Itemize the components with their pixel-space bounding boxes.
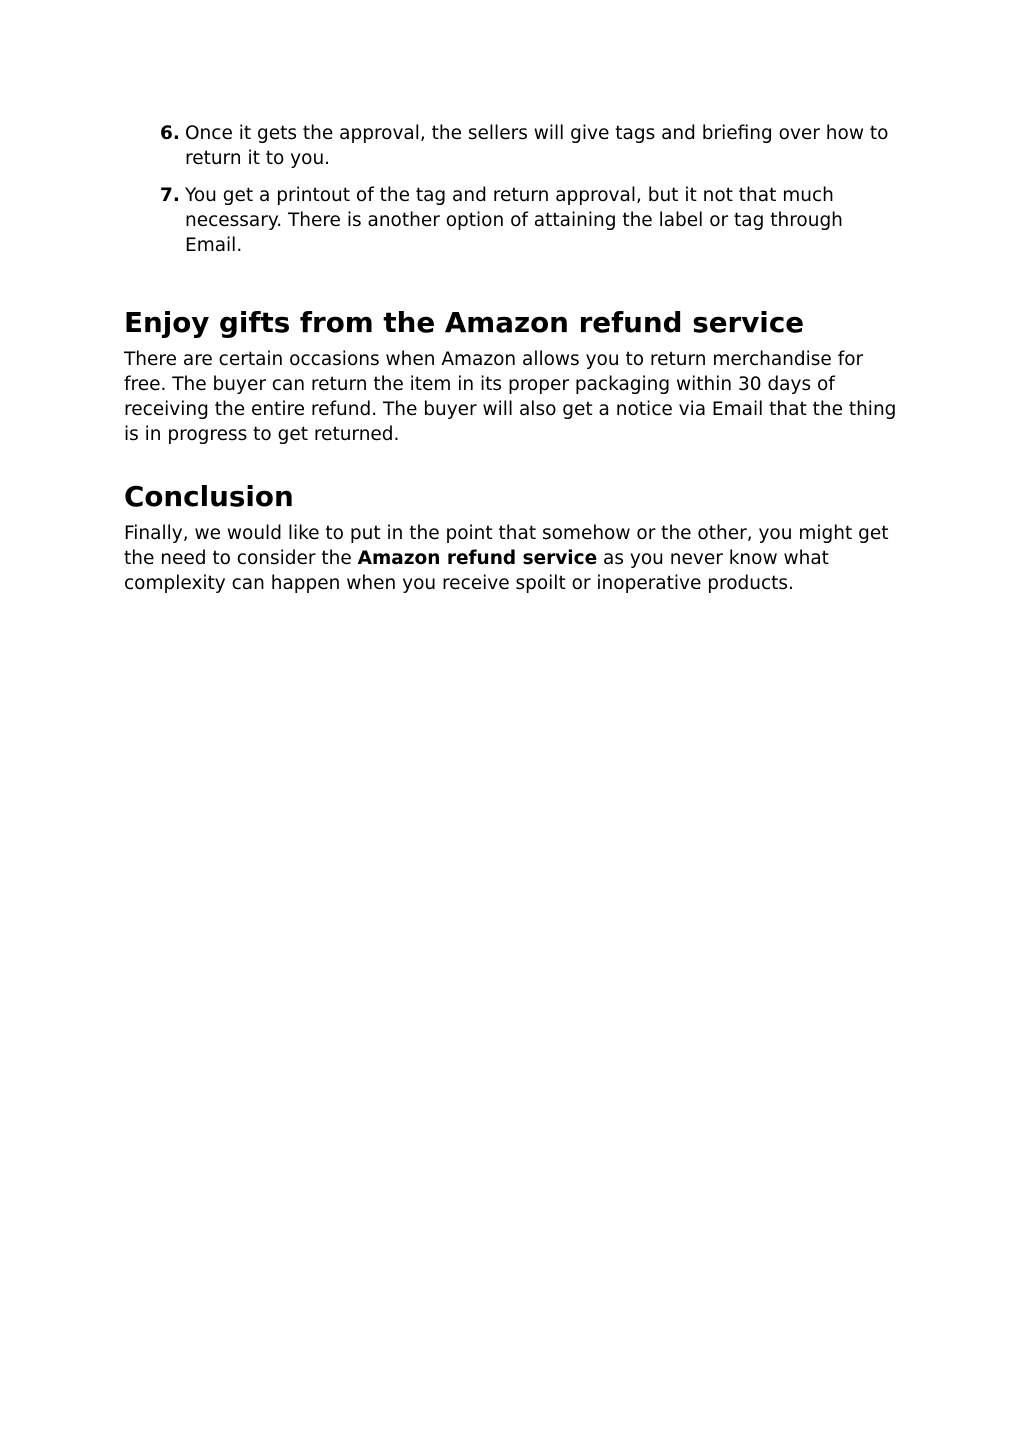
step-text: Once it gets the approval, the sellers will give tags and briefing over how to return it to you. (185, 123, 889, 169)
steps-list (124, 121, 904, 258)
conclusion-text-after: as you never know what complexity can happen when you receive spoilt or inoperative products. (124, 548, 829, 594)
conclusion-bold-phrase: Amazon refund service (357, 548, 598, 569)
section-heading-enjoy-gifts: Enjoy gifts from the Amazon refund service (124, 306, 805, 339)
section-body-enjoy-gifts: There are certain occasions when Amazon allows you to return merchandise for free. The buyer can return the item in its proper packaging within 30 days of receiving the entire refund. The buyer will also get a notice via Email that the thing is in progress to get returned. (124, 349, 897, 445)
document-page (124, 121, 904, 596)
step-text: You get a printout of the tag and return approval, but it not that much necessary. There is another option of attaining the label or tag through Email. (185, 185, 843, 256)
section-body-conclusion (124, 521, 904, 596)
list-item (124, 121, 904, 171)
conclusion-text-before: Finally, we would like to put in the point that somehow or the other, you might get the need to consider the (124, 523, 889, 569)
list-item (124, 183, 904, 258)
section-heading-conclusion: Conclusion (124, 480, 294, 513)
step-number: 7. (160, 185, 180, 206)
step-number: 6. (160, 123, 180, 144)
